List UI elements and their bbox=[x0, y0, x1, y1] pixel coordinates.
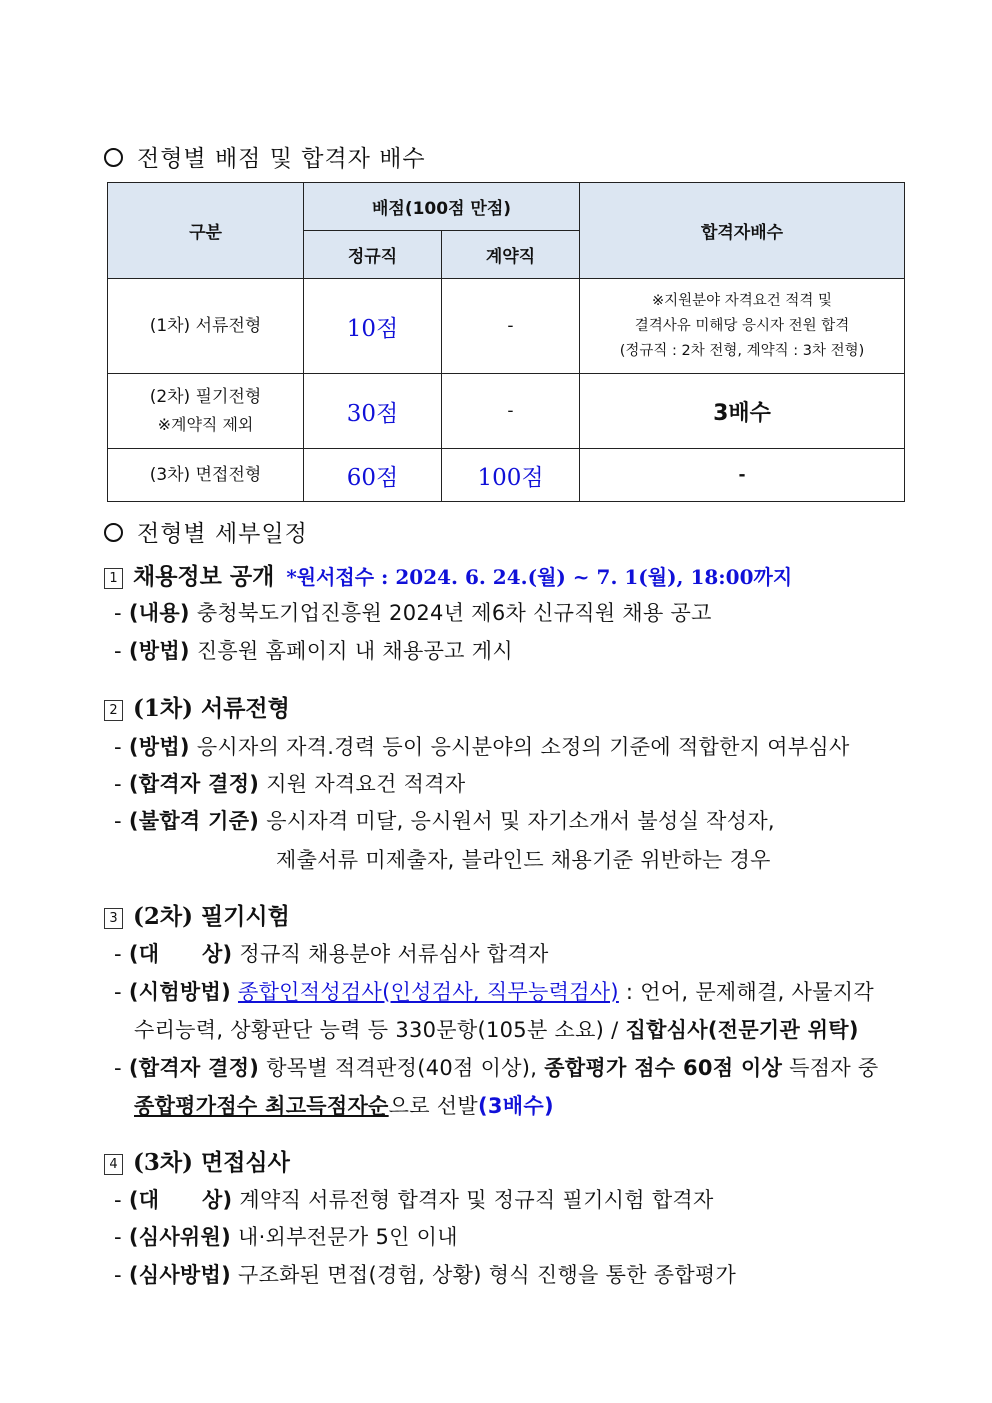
detail-line-continued bbox=[134, 1014, 859, 1044]
header-category: 구분 bbox=[108, 183, 304, 279]
contract-score: - bbox=[442, 279, 580, 374]
header-regular: 정규직 bbox=[304, 231, 442, 279]
detail-line: - (불합격 기준) 응시자격 미달, 응시원서 및 자기소개서 불성실 작성자, bbox=[114, 809, 775, 833]
row-label: (3차) 면접전형 bbox=[108, 449, 304, 502]
line-bold: 집합심사(전문기관 위탁) bbox=[625, 1018, 859, 1042]
number-box: 2 bbox=[104, 700, 123, 721]
line-underlined: 종합평가점수 최고득점자순 bbox=[134, 1094, 389, 1118]
line-key: (불합격 기준) bbox=[128, 809, 260, 833]
line-key: (시험방법) bbox=[128, 980, 231, 1004]
detail-line: - (방법) 응시자의 자격.경력 등이 응시분야의 소정의 기준에 적합한지 여부심사 bbox=[114, 735, 850, 759]
section-title-score bbox=[104, 140, 426, 173]
detail-line: - (방법) 진흥원 홈페이지 내 채용공고 게시 bbox=[114, 639, 513, 663]
number-box: 1 bbox=[104, 568, 123, 589]
header-score: 배점(100점 만점) bbox=[304, 183, 580, 231]
line-key: (합격자 결정) bbox=[128, 772, 260, 796]
line-value: 정규직 채용분야 서류심사 합격자 bbox=[239, 942, 549, 966]
header-contract: 계약직 bbox=[442, 231, 580, 279]
application-notice: *원서접수 : 2024. 6. 24.(월) ~ 7. 1(월), 18:00까지 bbox=[286, 565, 793, 589]
line-key: (방법) bbox=[128, 639, 190, 663]
regular-score: 60점 bbox=[304, 449, 442, 502]
heading-title: (2차) 필기시험 bbox=[133, 903, 290, 930]
regular-score: 30점 bbox=[304, 374, 442, 449]
line-key: (내용) bbox=[128, 601, 190, 625]
table-row bbox=[108, 449, 905, 502]
line-key: (대 상) bbox=[128, 942, 233, 966]
line-value: 진흥원 홈페이지 내 채용공고 게시 bbox=[196, 639, 513, 663]
detail-line: - (심사위원) 내·외부전문가 5인 이내 bbox=[114, 1225, 458, 1249]
table-row bbox=[108, 279, 905, 374]
detail-line: - (심사방법) 구조화된 면접(경험, 상황) 형식 진행을 통한 종합평가 bbox=[114, 1263, 737, 1287]
detail-line-continued bbox=[134, 1090, 554, 1120]
detail-line: - (내용) 충청북도기업진흥원 2024년 제6차 신규직원 채용 공고 bbox=[114, 601, 712, 625]
heading-title: (3차) 면접심사 bbox=[133, 1149, 290, 1176]
line-key: (심사방법) bbox=[128, 1263, 231, 1287]
number-box: 4 bbox=[104, 1154, 123, 1175]
heading-title: (1차) 서류전형 bbox=[133, 695, 290, 722]
row-label: (1차) 서류전형 bbox=[108, 279, 304, 374]
line-value: 항목별 적격판정(40점 이상), bbox=[266, 1056, 545, 1080]
detail-line: - (대 상) 정규직 채용분야 서류심사 합격자 bbox=[114, 942, 549, 966]
heading-step-2 bbox=[104, 690, 290, 723]
line-key: (방법) bbox=[128, 735, 190, 759]
multiple-value: - bbox=[580, 449, 905, 502]
test-method-link[interactable]: 종합인적성검사(인성검사, 직무능력검사) bbox=[237, 980, 619, 1004]
line-value: 계약직 서류전형 합격자 및 정규직 필기시험 합격자 bbox=[239, 1188, 714, 1212]
section-title-text: 전형별 세부일정 bbox=[137, 521, 308, 547]
detail-line: - (합격자 결정) 항목별 적격판정(40점 이상), 종합평가 점수 60점 이상 득점자 중 bbox=[114, 1056, 879, 1080]
circle-bullet-icon bbox=[104, 523, 123, 542]
row-label-text: (2차) 필기전형 bbox=[149, 387, 262, 407]
note-line: (정규직 : 2차 전형, 계약직 : 3차 전형) bbox=[619, 342, 865, 359]
section-title-schedule bbox=[104, 515, 308, 548]
circle-bullet-icon bbox=[104, 148, 123, 167]
row-label bbox=[108, 374, 304, 449]
line-bold: 종합평가 점수 60점 이상 bbox=[544, 1056, 783, 1080]
detail-line: - (시험방법) 종합인적성검사(인성검사, 직무능력검사) : 언어, 문제해결, 사물지각 bbox=[114, 980, 874, 1004]
line-value: 응시자의 자격.경력 등이 응시분야의 소정의 기준에 적합한지 여부심사 bbox=[196, 735, 850, 759]
line-key: (합격자 결정) bbox=[128, 1056, 260, 1080]
line-value: 지원 자격요건 적격자 bbox=[266, 772, 466, 796]
contract-score: - bbox=[442, 374, 580, 449]
multiple-value: 3배수 bbox=[580, 374, 905, 449]
multiple-note bbox=[580, 279, 905, 374]
line-value: : 언어, 문제해결, 사물지각 bbox=[618, 980, 874, 1004]
number-box: 3 bbox=[104, 908, 123, 929]
heading-step-1 bbox=[104, 558, 792, 591]
line-value: 수리능력, 상황판단 능력 등 330문항(105분 소요) / bbox=[134, 1018, 626, 1042]
heading-title: 채용정보 공개 bbox=[133, 564, 275, 590]
note-line: 결격사유 미해당 응시자 전원 합격 bbox=[634, 317, 850, 334]
section-title-text: 전형별 배점 및 합격자 배수 bbox=[137, 146, 426, 172]
score-table bbox=[107, 182, 905, 502]
detail-line: - (합격자 결정) 지원 자격요건 적격자 bbox=[114, 772, 466, 796]
line-highlight: (3배수) bbox=[477, 1094, 554, 1118]
line-value: 구조화된 면접(경험, 상황) 형식 진행을 통한 종합평가 bbox=[237, 1263, 737, 1287]
contract-score: 100점 bbox=[442, 449, 580, 502]
line-value: 으로 선발 bbox=[388, 1094, 478, 1118]
line-key: (대 상) bbox=[128, 1188, 233, 1212]
line-value: 응시자격 미달, 응시원서 및 자기소개서 불성실 작성자, bbox=[266, 809, 775, 833]
detail-line: - (대 상) 계약직 서류전형 합격자 및 정규직 필기시험 합격자 bbox=[114, 1188, 714, 1212]
header-multiple: 합격자배수 bbox=[580, 183, 905, 279]
regular-score: 10점 bbox=[304, 279, 442, 374]
line-value: 득점자 중 bbox=[782, 1056, 879, 1080]
row-sublabel: ※계약직 제외 bbox=[157, 415, 254, 434]
note-line: ※지원분야 자격요건 적격 및 bbox=[651, 292, 833, 309]
line-key: (심사위원) bbox=[128, 1225, 231, 1249]
heading-step-4 bbox=[104, 1144, 290, 1177]
heading-step-3 bbox=[104, 898, 290, 931]
line-value: 내·외부전문가 5인 이내 bbox=[237, 1225, 458, 1249]
detail-line-continued: 제출서류 미제출자, 블라인드 채용기준 위반하는 경우 bbox=[276, 848, 771, 872]
table-row bbox=[108, 374, 905, 449]
line-value: 충청북도기업진흥원 2024년 제6차 신규직원 채용 공고 bbox=[196, 601, 712, 625]
